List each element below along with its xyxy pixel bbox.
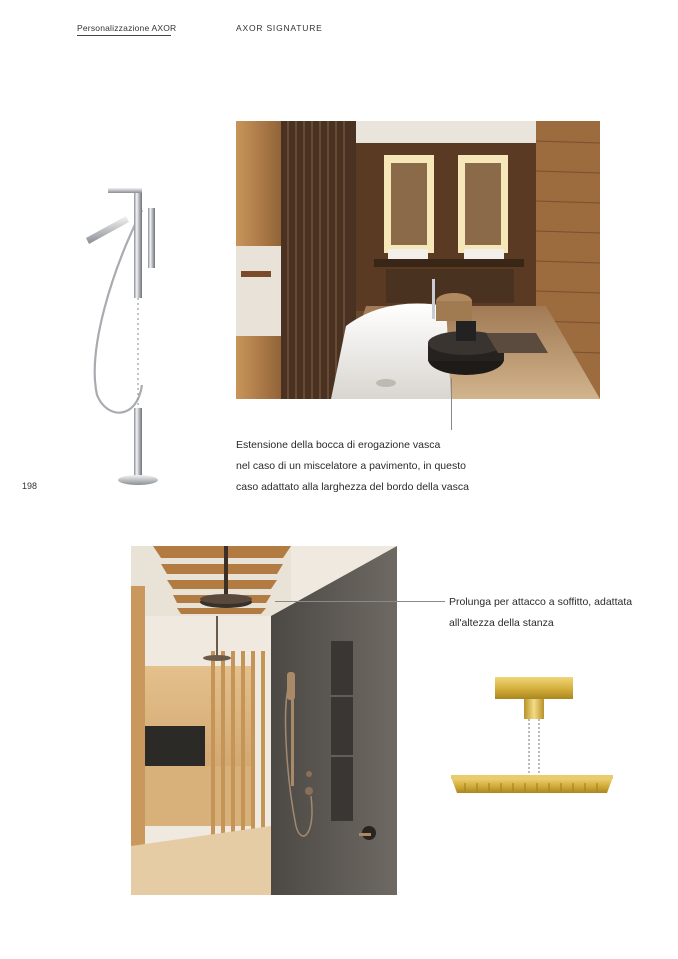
- caption-line: all'altezza della stanza: [449, 617, 554, 629]
- section-title-underline: [77, 35, 171, 36]
- ceiling-leader-line: [275, 601, 445, 602]
- shower-room-photo: [131, 546, 397, 895]
- caption-line: nel caso di un miscelatore a pavimento, in questo: [236, 460, 466, 472]
- caption-line: Prolunga per attacco a soffitto, adattata: [449, 596, 633, 608]
- section-title: Personalizzazione AXOR: [77, 23, 177, 33]
- caption-line: Estensione della bocca di erogazione vasca: [236, 439, 441, 451]
- ceiling-shower-image: [447, 675, 617, 803]
- freestanding-tub-mixer-image: [82, 180, 182, 490]
- spout-extension-caption: [236, 435, 536, 498]
- brand-title: AXOR SIGNATURE: [236, 23, 323, 33]
- caption-line: caso adattato alla larghezza del bordo della vasca: [236, 481, 469, 493]
- spout-leader-line: [451, 378, 452, 430]
- ceiling-extension-caption: [449, 592, 669, 634]
- bathroom-photo: [236, 121, 600, 399]
- page-number: 198: [22, 481, 38, 491]
